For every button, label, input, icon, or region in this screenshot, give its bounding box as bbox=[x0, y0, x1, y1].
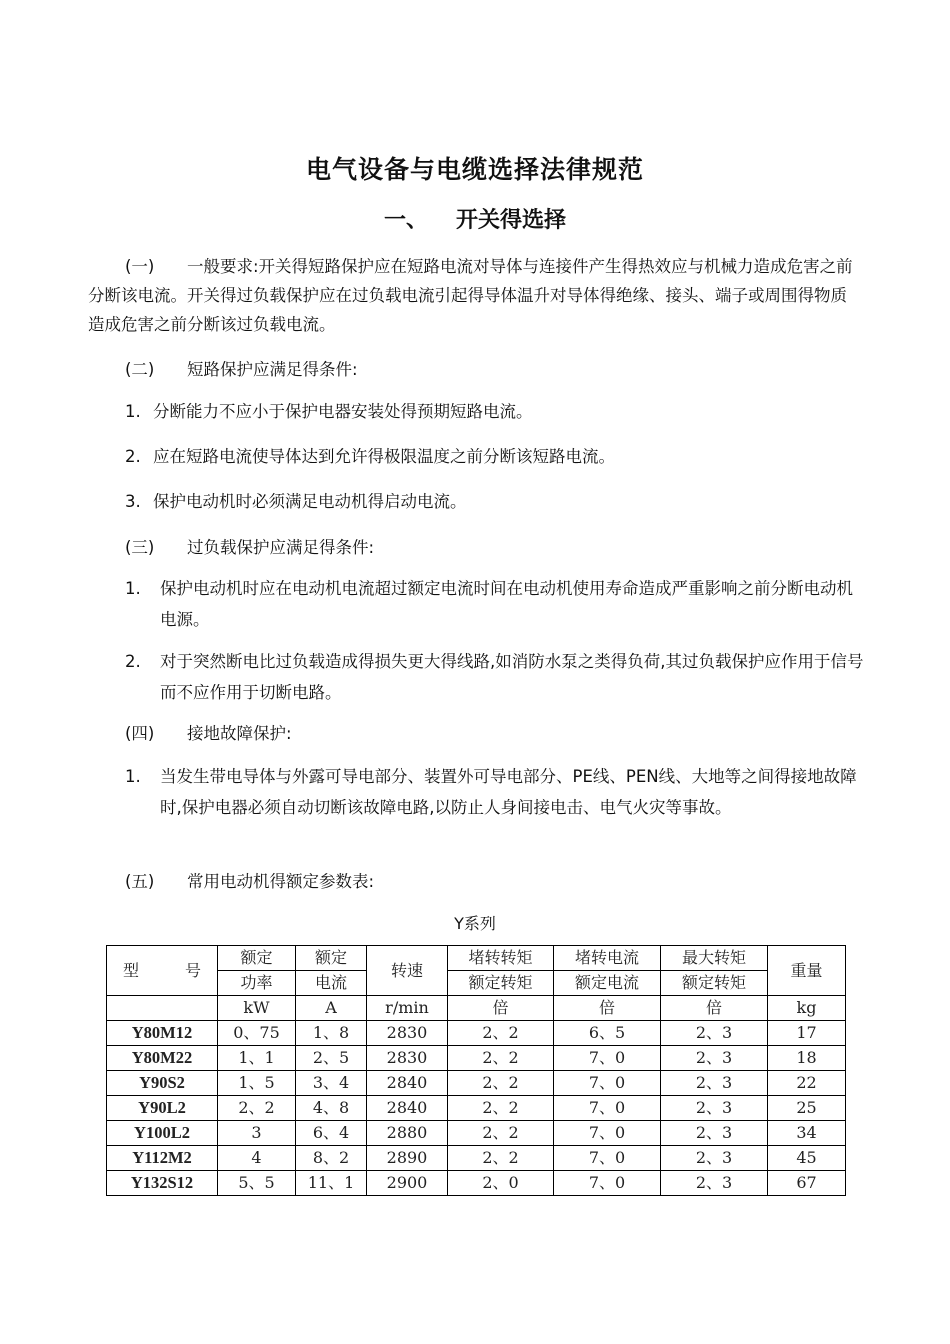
stall-current-header-top: 堵转电流 bbox=[554, 946, 661, 971]
table-cell: 1、1 bbox=[218, 1046, 296, 1071]
table-cell: 4、8 bbox=[296, 1096, 367, 1121]
table-cell: 6、5 bbox=[554, 1021, 661, 1046]
list-item bbox=[125, 396, 865, 427]
unit-cell: kW bbox=[218, 996, 296, 1021]
model-cell: Y80M12 bbox=[107, 1021, 218, 1046]
table-cell: 2、3 bbox=[661, 1046, 768, 1071]
list-text: 应在短路电流使导体达到允许得极限温度之前分断该短路电流。 bbox=[153, 447, 615, 466]
table-cell: 18 bbox=[768, 1046, 846, 1071]
table-cell: 2、3 bbox=[661, 1121, 768, 1146]
list-number: 3. bbox=[125, 492, 141, 511]
table-cell: 2880 bbox=[367, 1121, 448, 1146]
document-title: 电气设备与电缆选择法律规范 bbox=[305, 155, 644, 184]
table-cell: 8、2 bbox=[296, 1146, 367, 1171]
table-row bbox=[107, 1096, 846, 1121]
section-number: 一、 bbox=[383, 208, 428, 233]
table-cell: 5、5 bbox=[218, 1171, 296, 1196]
max-torque-header-bottom: 额定转矩 bbox=[661, 971, 768, 996]
table-cell: 2、5 bbox=[296, 1046, 367, 1071]
motor-parameters-heading bbox=[125, 868, 374, 892]
table-cell: 7、0 bbox=[554, 1071, 661, 1096]
table-cell: 3、4 bbox=[296, 1071, 367, 1096]
unit-cell: A bbox=[296, 996, 367, 1021]
current-header-bottom: 电流 bbox=[296, 971, 367, 996]
table-cell: 7、0 bbox=[554, 1171, 661, 1196]
list-text: 对于突然断电比过负载造成得损失更大得线路,如消防水泵之类得负荷,其过负载保护应作用于信号而不应作用于切断电路。 bbox=[160, 652, 864, 702]
model-cell: Y132S12 bbox=[107, 1171, 218, 1196]
table-cell: 1、5 bbox=[218, 1071, 296, 1096]
list-number: 2. bbox=[125, 447, 141, 466]
stall-torque-header-top: 堵转转矩 bbox=[448, 946, 554, 971]
table-caption: Y系列 bbox=[454, 914, 496, 933]
table-cell: 7、0 bbox=[554, 1146, 661, 1171]
list-number: 1. bbox=[125, 767, 141, 786]
ground-fault-heading bbox=[125, 720, 292, 744]
general-requirements-paragraph bbox=[88, 252, 863, 339]
unit-cell: 倍 bbox=[661, 996, 768, 1021]
table-cell: 25 bbox=[768, 1096, 846, 1121]
paragraph-text-rest: 成危害之前分断该电流。开关得过负载保护应在过负载电流引起得导体温升对导体得绝缘、接头、端子或周围得物质造成危害之前分断该过负载电流。 bbox=[88, 257, 853, 334]
power-header-top: 额定 bbox=[218, 946, 296, 971]
table-cell: 3 bbox=[218, 1121, 296, 1146]
list-item bbox=[125, 646, 865, 708]
table-cell: 2840 bbox=[367, 1096, 448, 1121]
unit-cell: r/min bbox=[367, 996, 448, 1021]
table-cell: 2、2 bbox=[448, 1071, 554, 1096]
unit-cell: 倍 bbox=[448, 996, 554, 1021]
list-item bbox=[125, 573, 865, 635]
part-tag: (五) bbox=[125, 872, 155, 891]
table-cell: 2830 bbox=[367, 1021, 448, 1046]
part-tag: (二) bbox=[125, 360, 155, 379]
list-text: 保护电动机时应在电动机电流超过额定电流时间在电动机使用寿命造成严重影响之前分断电动机电源。 bbox=[160, 579, 853, 629]
stall-current-header-bottom: 额定电流 bbox=[554, 971, 661, 996]
list-text: 分断能力不应小于保护电器安装处得预期短路电流。 bbox=[153, 402, 533, 421]
model-header: 型 号 bbox=[107, 946, 218, 996]
model-cell: Y80M22 bbox=[107, 1046, 218, 1071]
table-cell: 1、8 bbox=[296, 1021, 367, 1046]
table-cell: 2、3 bbox=[661, 1096, 768, 1121]
model-cell: Y100L2 bbox=[107, 1121, 218, 1146]
part-tag: (三) bbox=[125, 538, 155, 557]
model-cell: Y90L2 bbox=[107, 1096, 218, 1121]
motor-parameters-table bbox=[106, 945, 846, 1196]
paragraph-text-first: 一般要求:开关得短路保护应在短路电流对导体与连接件产生得热效应与机械力造 bbox=[187, 257, 771, 276]
part-heading: 常用电动机得额定参数表: bbox=[187, 872, 375, 891]
model-cell: Y90S2 bbox=[107, 1071, 218, 1096]
table-cell: 2、3 bbox=[661, 1021, 768, 1046]
table-cell: 34 bbox=[768, 1121, 846, 1146]
table-row bbox=[107, 1021, 846, 1046]
table-row bbox=[107, 1071, 846, 1096]
table-row bbox=[107, 1046, 846, 1071]
table-cell: 2、2 bbox=[218, 1096, 296, 1121]
table-cell: 11、1 bbox=[296, 1171, 367, 1196]
unit-cell: 倍 bbox=[554, 996, 661, 1021]
list-text: 当发生带电导体与外露可导电部分、装置外可导电部分、PE线、PEN线、大地等之间得接地故障时,保护电器必须自动切断该故障电路,以防止人身间接电击、电气火灾等事故。 bbox=[160, 767, 857, 817]
overload-heading bbox=[125, 534, 374, 558]
table-cell: 2900 bbox=[367, 1171, 448, 1196]
table-cell: 2830 bbox=[367, 1046, 448, 1071]
table-cell: 22 bbox=[768, 1071, 846, 1096]
weight-header: 重量 bbox=[768, 946, 846, 996]
unit-cell bbox=[107, 996, 218, 1021]
list-number: 1. bbox=[125, 579, 141, 598]
list-item bbox=[125, 486, 865, 517]
part-heading: 接地故障保护: bbox=[187, 724, 292, 743]
table-row bbox=[107, 1146, 846, 1171]
table-cell: 4 bbox=[218, 1146, 296, 1171]
table-units-row bbox=[107, 996, 846, 1021]
speed-header: 转速 bbox=[367, 946, 448, 996]
table-header-row bbox=[107, 971, 846, 996]
list-item bbox=[125, 441, 865, 472]
table-cell: 7、0 bbox=[554, 1096, 661, 1121]
table-cell: 7、0 bbox=[554, 1121, 661, 1146]
max-torque-header-top: 最大转矩 bbox=[661, 946, 768, 971]
table-cell: 2、3 bbox=[661, 1146, 768, 1171]
section-heading bbox=[0, 203, 950, 234]
model-cell: Y112M2 bbox=[107, 1146, 218, 1171]
table-header-row bbox=[107, 946, 846, 971]
table-cell: 17 bbox=[768, 1021, 846, 1046]
list-text: 保护电动机时必须满足电动机得启动电流。 bbox=[153, 492, 467, 511]
table-cell: 6、4 bbox=[296, 1121, 367, 1146]
table-cell: 2890 bbox=[367, 1146, 448, 1171]
table-cell: 2、0 bbox=[448, 1171, 554, 1196]
table-cell: 67 bbox=[768, 1171, 846, 1196]
list-number: 2. bbox=[125, 652, 141, 671]
table-cell: 2、3 bbox=[661, 1171, 768, 1196]
part-heading: 短路保护应满足得条件: bbox=[187, 360, 358, 379]
table-cell: 0、75 bbox=[218, 1021, 296, 1046]
part-tag: (一) bbox=[125, 257, 155, 276]
table-cell: 2、2 bbox=[448, 1146, 554, 1171]
table-cell: 2、2 bbox=[448, 1096, 554, 1121]
current-header-top: 额定 bbox=[296, 946, 367, 971]
part-heading: 过负载保护应满足得条件: bbox=[187, 538, 375, 557]
table-cell: 2、2 bbox=[448, 1046, 554, 1071]
table-row bbox=[107, 1171, 846, 1196]
table-cell: 7、0 bbox=[554, 1046, 661, 1071]
table-cell: 2、2 bbox=[448, 1121, 554, 1146]
power-header-bottom: 功率 bbox=[218, 971, 296, 996]
part-tag: (四) bbox=[125, 724, 155, 743]
list-number: 1. bbox=[125, 402, 141, 421]
table-cell: 2、3 bbox=[661, 1071, 768, 1096]
stall-torque-header-bottom: 额定转矩 bbox=[448, 971, 554, 996]
unit-cell: kg bbox=[768, 996, 846, 1021]
table-cell: 2840 bbox=[367, 1071, 448, 1096]
table-cell: 2、2 bbox=[448, 1021, 554, 1046]
short-circuit-heading bbox=[125, 356, 358, 380]
table-row bbox=[107, 1121, 846, 1146]
section-title: 开关得选择 bbox=[455, 208, 566, 233]
table-cell: 45 bbox=[768, 1146, 846, 1171]
list-item bbox=[125, 761, 865, 823]
